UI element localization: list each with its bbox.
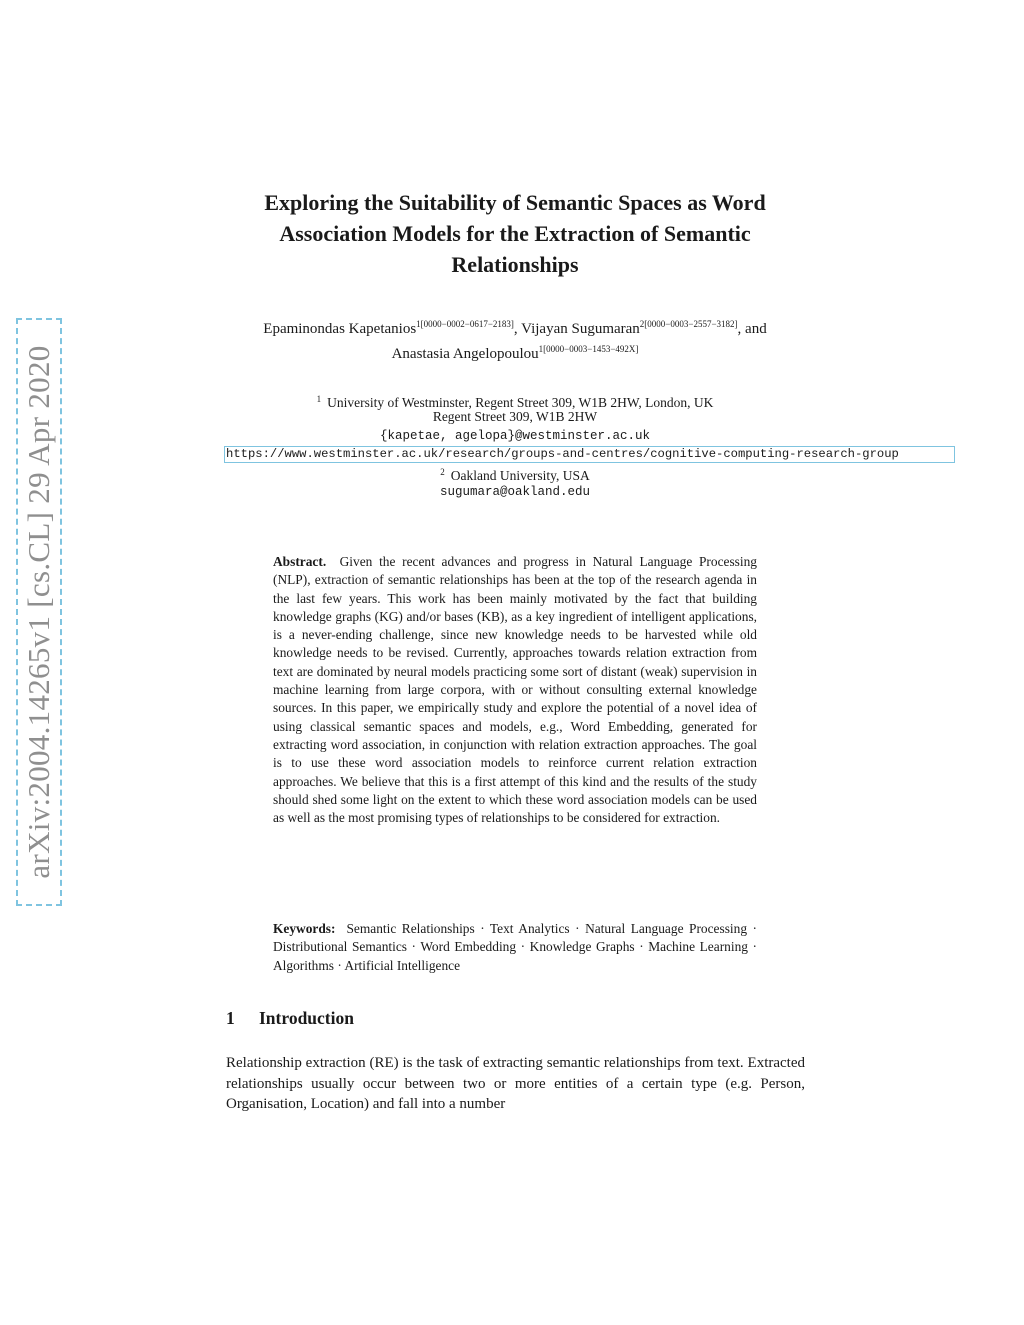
- keywords-label: Keywords:: [273, 921, 336, 936]
- author-name: Anastasia Angelopoulou: [391, 346, 539, 362]
- arxiv-side-stamp[interactable]: [16, 318, 62, 906]
- section-title: Introduction: [259, 1008, 354, 1028]
- paper-title: Exploring the Suitability of Semantic Spaces as Word Association Models for the Extraction of Semantic Relationships: [264, 190, 766, 277]
- keywords-text: Semantic Relationships · Text Analytics · Natural Language Processing · Distributional Semantics · Word Embedding · Knowledge Graphs · Machine Learning · Algorithms · Artificial Intelligence: [273, 921, 757, 973]
- author-orcid: 1[0000−0002−0617−2183]: [416, 319, 514, 329]
- author-separator: , and: [737, 321, 767, 337]
- affiliation-address: University of Westminster, Regent Street 309, W1B 2HW, London, UK: [327, 395, 714, 410]
- abstract-text: Given the recent advances and progress in Natural Language Processing (NLP), extraction of semantic relationships has been at the top of the research agenda in the last few years. This work has been mainly motivated by the fact that building knowledge graphs (KG) and/or bases (KB), as a key ingredient of intelligent applications, is a never-ending challenge, since new knowledge needs to be harvested while old knowledge needs to be revised. Currently, approaches towards relation extraction from text are dominated by neural models practicing some sort of distant (weak) supervision in machine learning from large corpora, with or without consulting external knowledge sources. In this paper, we empirically study and explore the potential of a novel idea of using classical semantic spaces and models, e.g., Word Embedding, generated for extracting word association, in conjunction with relation extraction approaches. The goal is to use these word association models to reinforce current relation extraction approaches. We believe that this is a first attempt of this kind and the results of the study should shed some light on the extent to which these word association models can be used as well as the most promising types of relationships to be considered for extraction.: [273, 554, 757, 826]
- abstract: [273, 553, 757, 827]
- research-group-link[interactable]: https://www.westminster.ac.uk/research/groups-and-centres/cognitive-computing-research-group: [224, 446, 955, 463]
- affiliation-2: [200, 463, 830, 485]
- section-number: 1: [226, 1008, 235, 1028]
- arxiv-identifier: arXiv:2004.14265v1 [cs.CL] 29 Apr 2020: [21, 345, 56, 879]
- abstract-label: Abstract.: [273, 554, 327, 569]
- keywords: [273, 920, 757, 975]
- author-name: Epaminondas Kapetanios: [263, 321, 417, 337]
- author-separator: ,: [513, 321, 522, 337]
- author-orcid: 2[0000−0003−2557−3182]: [639, 319, 738, 329]
- affiliation-number: 1: [316, 394, 322, 404]
- affiliation-number: 2: [440, 467, 445, 477]
- section-heading: [226, 1008, 626, 1029]
- intro-paragraph: Relationship extraction (RE) is the task of extracting semantic relationships from text. Extracted relationships usually occur between two or more entities of a certain type (e.g. Person, Organisation, Location) and fall into a number: [226, 1055, 805, 1112]
- affiliation-1-email: {kapetae, agelopa}@westminster.ac.uk: [379, 429, 651, 443]
- author-name: Vijayan Sugumaran: [521, 321, 640, 337]
- affiliation-2-email: sugumara@oakland.edu: [439, 485, 591, 499]
- affiliation-1-street: Regent Street 309, W1B 2HW: [432, 409, 598, 424]
- affiliation-address: Oakland University, USA: [450, 468, 590, 483]
- author-list: [260, 314, 770, 364]
- author-orcid: 1[0000−0003−1453−492X]: [538, 344, 639, 354]
